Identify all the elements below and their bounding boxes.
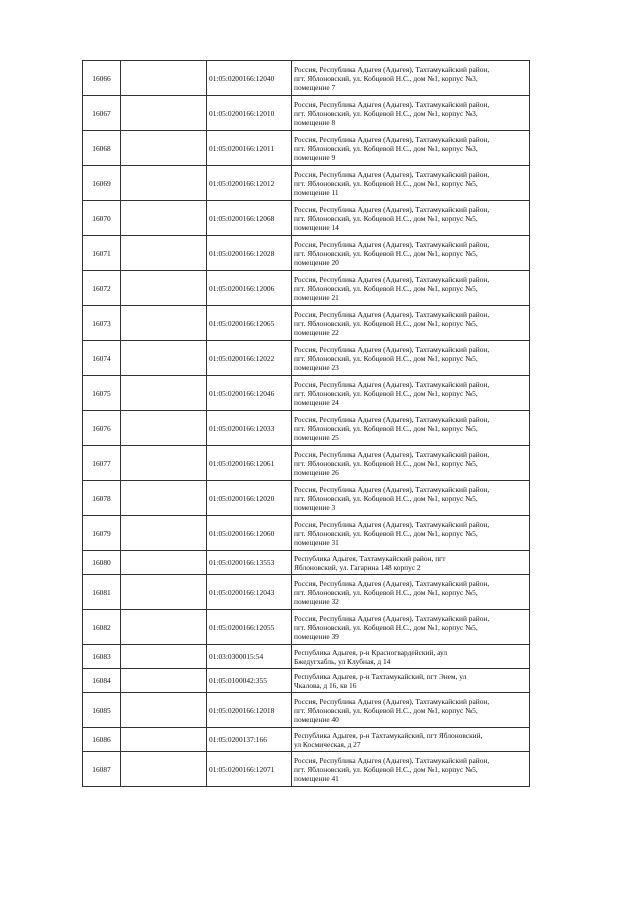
table-row: [83, 610, 530, 645]
empty-cell: [121, 306, 207, 341]
address-cell: [292, 376, 530, 411]
table-row: [83, 551, 530, 575]
row-number-cell: 16086: [83, 728, 121, 752]
empty-cell: [121, 516, 207, 551]
address-cell: [292, 446, 530, 481]
row-number-cell: 16081: [83, 575, 121, 610]
row-number-cell: 16069: [83, 166, 121, 201]
table-row: [83, 236, 530, 271]
address-cell: [292, 516, 530, 551]
address-line: Россия, Республика Адыгея (Адыгея), Тахтамукайский район,: [294, 309, 490, 319]
address-line: помещение 31: [294, 537, 339, 547]
address-line: помещение 39: [294, 631, 339, 641]
address-line: Бжедугхабль, ул Клубная, д 14: [294, 656, 391, 666]
row-number-cell: 16073: [83, 306, 121, 341]
empty-cell: [121, 411, 207, 446]
table-row: [83, 752, 530, 787]
address-line: Россия, Республика Адыгея (Адыгея), Тахтамукайский район,: [294, 134, 490, 144]
address-cell: [292, 61, 530, 96]
cadastral-number-cell: 01:05:0200166:12012: [207, 166, 292, 201]
table-row: [83, 575, 530, 610]
address-line: Россия, Республика Адыгея (Адыгея), Тахтамукайский район,: [294, 578, 490, 588]
address-line: помещение 22: [294, 327, 339, 337]
address-cell: [292, 236, 530, 271]
address-line: помещение 3: [294, 502, 336, 512]
address-cell: [292, 610, 530, 645]
table-row: [83, 516, 530, 551]
address-cell: [292, 201, 530, 236]
row-number-cell: 16072: [83, 271, 121, 306]
row-number-cell: 16077: [83, 446, 121, 481]
cadastral-number-cell: 01:05:0200166:12006: [207, 271, 292, 306]
address-line: пгт. Яблоновский, ул. Кобцевой Н.С., дом №1, корпус №3,: [294, 143, 478, 153]
row-number-cell: 16070: [83, 201, 121, 236]
row-number-cell: 16074: [83, 341, 121, 376]
address-line: помещение 21: [294, 292, 339, 302]
cadastral-number-cell: 01:05:0200166:12011: [207, 131, 292, 166]
address-line: помещение 23: [294, 362, 339, 372]
address-cell: [292, 166, 530, 201]
address-line: Республика Адыгея, р-н Тахтамукайский, пгт Яблоновский,: [294, 730, 483, 740]
address-line: пгт. Яблоновский, ул. Кобцевой Н.С., дом №1, корпус №5,: [294, 283, 478, 293]
address-line: Россия, Республика Адыгея (Адыгея), Тахтамукайский район,: [294, 99, 490, 109]
address-cell: [292, 669, 530, 693]
cadastral-number-cell: 01:05:0200166:12043: [207, 575, 292, 610]
address-line: пгт. Яблоновский, ул. Кобцевой Н.С., дом №1, корпус №5,: [294, 353, 478, 363]
table-row: [83, 481, 530, 516]
address-cell: [292, 271, 530, 306]
address-line: Республика Адыгея, Тахтамукайский район, пгт: [294, 553, 446, 563]
registry-table-body: [83, 61, 530, 787]
row-number-cell: 16079: [83, 516, 121, 551]
cadastral-number-cell: 01:05:0200166:12071: [207, 752, 292, 787]
address-line: Россия, Республика Адыгея (Адыгея), Тахтамукайский район,: [294, 204, 490, 214]
address-line: помещение 41: [294, 773, 339, 783]
address-line: Россия, Республика Адыгея (Адыгея), Тахтамукайский район,: [294, 414, 490, 424]
table-row: [83, 411, 530, 446]
empty-cell: [121, 341, 207, 376]
address-line: пгт. Яблоновский, ул. Кобцевой Н.С., дом №1, корпус №5,: [294, 493, 478, 503]
table-row: [83, 645, 530, 669]
address-line: помещение 25: [294, 432, 339, 442]
empty-cell: [121, 551, 207, 575]
address-cell: [292, 131, 530, 166]
cadastral-number-cell: 01:05:0200166:12046: [207, 376, 292, 411]
empty-cell: [121, 446, 207, 481]
table-row: [83, 306, 530, 341]
address-line: Россия, Республика Адыгея (Адыгея), Тахтамукайский район,: [294, 696, 490, 706]
empty-cell: [121, 96, 207, 131]
address-line: Россия, Республика Адыгея (Адыгея), Тахтамукайский район,: [294, 379, 490, 389]
address-line: Республика Адыгея, р-н Красногвардейский, аул: [294, 647, 448, 657]
cadastral-number-cell: 01:05:0200166:12028: [207, 236, 292, 271]
address-line: помещение 20: [294, 257, 339, 267]
cadastral-number-cell: 01:05:0200166:12020: [207, 481, 292, 516]
empty-cell: [121, 61, 207, 96]
address-cell: [292, 645, 530, 669]
address-line: Республика Адыгея, р-н Тахтамукайский, пгт Энем, ул: [294, 671, 467, 681]
row-number-cell: 16084: [83, 669, 121, 693]
table-row: [83, 669, 530, 693]
address-line: Россия, Республика Адыгея (Адыгея), Тахтамукайский район,: [294, 274, 490, 284]
address-line: пгт. Яблоновский, ул. Кобцевой Н.С., дом №1, корпус №5,: [294, 458, 478, 468]
cadastral-number-cell: 01:05:0200166:12068: [207, 201, 292, 236]
address-line: Россия, Республика Адыгея (Адыгея), Тахтамукайский район,: [294, 755, 490, 765]
table-row: [83, 271, 530, 306]
address-line: Россия, Республика Адыгея (Адыгея), Тахтамукайский район,: [294, 613, 490, 623]
address-cell: [292, 411, 530, 446]
address-line: Россия, Республика Адыгея (Адыгея), Тахтамукайский район,: [294, 449, 490, 459]
address-line: Россия, Республика Адыгея (Адыгея), Тахтамукайский район,: [294, 484, 490, 494]
table-row: [83, 446, 530, 481]
empty-cell: [121, 201, 207, 236]
table-row: [83, 376, 530, 411]
address-line: помещение 11: [294, 187, 339, 197]
address-line: Россия, Республика Адыгея (Адыгея), Тахтамукайский район,: [294, 169, 490, 179]
address-cell: [292, 341, 530, 376]
row-number-cell: 16075: [83, 376, 121, 411]
address-cell: [292, 306, 530, 341]
row-number-cell: 16067: [83, 96, 121, 131]
empty-cell: [121, 669, 207, 693]
row-number-cell: 16085: [83, 693, 121, 728]
address-line: Россия, Республика Адыгея (Адыгея), Тахтамукайский район,: [294, 239, 490, 249]
address-line: помещение 9: [294, 152, 336, 162]
row-number-cell: 16068: [83, 131, 121, 166]
registry-table: [82, 60, 530, 787]
address-cell: [292, 481, 530, 516]
address-line: пгт. Яблоновский, ул. Кобцевой Н.С., дом №1, корпус №5,: [294, 587, 478, 597]
address-cell: [292, 551, 530, 575]
address-cell: [292, 728, 530, 752]
empty-cell: [121, 376, 207, 411]
cadastral-number-cell: 01:05:0200166:12022: [207, 341, 292, 376]
row-number-cell: 16066: [83, 61, 121, 96]
address-cell: [292, 752, 530, 787]
row-number-cell: 16083: [83, 645, 121, 669]
address-line: Россия, Республика Адыгея (Адыгея), Тахтамукайский район,: [294, 519, 490, 529]
empty-cell: [121, 131, 207, 166]
cadastral-number-cell: 01:05:0200166:12061: [207, 446, 292, 481]
row-number-cell: 16076: [83, 411, 121, 446]
empty-cell: [121, 575, 207, 610]
address-line: пгт. Яблоновский, ул. Кобцевой Н.С., дом №1, корпус №5,: [294, 213, 478, 223]
empty-cell: [121, 728, 207, 752]
address-cell: [292, 693, 530, 728]
table-row: [83, 341, 530, 376]
address-line: помещение 8: [294, 117, 336, 127]
cadastral-number-cell: 01:05:0200166:12033: [207, 411, 292, 446]
empty-cell: [121, 166, 207, 201]
cadastral-number-cell: 01:05:0200166:12010: [207, 96, 292, 131]
table-row: [83, 61, 530, 96]
address-line: помещение 7: [294, 82, 336, 92]
table-row: [83, 131, 530, 166]
address-line: пгт. Яблоновский, ул. Кобцевой Н.С., дом №1, корпус №5,: [294, 705, 478, 715]
address-line: пгт. Яблоновский, ул. Кобцевой Н.С., дом №1, корпус №5,: [294, 318, 478, 328]
address-line: помещение 14: [294, 222, 339, 232]
cadastral-number-cell: 01:05:0100042:355: [207, 669, 292, 693]
row-number-cell: 16080: [83, 551, 121, 575]
address-cell: [292, 575, 530, 610]
address-line: пгт. Яблоновский, ул. Кобцевой Н.С., дом №1, корпус №5,: [294, 622, 478, 632]
address-line: ул Космическая, д 27: [294, 739, 361, 749]
cadastral-number-cell: 01:05:0200166:12055: [207, 610, 292, 645]
address-cell: [292, 96, 530, 131]
address-line: пгт. Яблоновский, ул. Кобцевой Н.С., дом №1, корпус №5,: [294, 248, 478, 258]
address-line: Россия, Республика Адыгея (Адыгея), Тахтамукайский район,: [294, 344, 490, 354]
address-line: пгт. Яблоновский, ул. Кобцевой Н.С., дом №1, корпус №3,: [294, 108, 478, 118]
empty-cell: [121, 645, 207, 669]
cadastral-number-cell: 01:05:0200166:12040: [207, 61, 292, 96]
empty-cell: [121, 481, 207, 516]
address-line: помещение 26: [294, 467, 339, 477]
row-number-cell: 16071: [83, 236, 121, 271]
address-line: Чкалова, д 16, кв 16: [294, 680, 357, 690]
table-row: [83, 728, 530, 752]
address-line: пгт. Яблоновский, ул. Кобцевой Н.С., дом №1, корпус №5,: [294, 178, 478, 188]
cadastral-number-cell: 01:05:0200166:13553: [207, 551, 292, 575]
row-number-cell: 16078: [83, 481, 121, 516]
address-line: пгт. Яблоновский, ул. Кобцевой Н.С., дом №1, корпус №5,: [294, 764, 478, 774]
cadastral-number-cell: 01:05:0200166:12018: [207, 693, 292, 728]
empty-cell: [121, 271, 207, 306]
cadastral-number-cell: 01:05:0200166:12065: [207, 306, 292, 341]
address-line: помещение 32: [294, 596, 339, 606]
address-line: пгт. Яблоновский, ул. Кобцевой Н.С., дом №1, корпус №5,: [294, 388, 478, 398]
address-line: Яблоновский, ул. Гагарина 148 корпус 2: [294, 562, 421, 572]
cadastral-number-cell: 01:05:0200137:166: [207, 728, 292, 752]
empty-cell: [121, 610, 207, 645]
table-row: [83, 693, 530, 728]
table-row: [83, 166, 530, 201]
empty-cell: [121, 752, 207, 787]
cadastral-number-cell: 01:03:0300015:54: [207, 645, 292, 669]
row-number-cell: 16087: [83, 752, 121, 787]
address-line: пгт. Яблоновский, ул. Кобцевой Н.С., дом №1, корпус №3,: [294, 73, 478, 83]
row-number-cell: 16082: [83, 610, 121, 645]
address-line: Россия, Республика Адыгея (Адыгея), Тахтамукайский район,: [294, 64, 490, 74]
address-line: пгт. Яблоновский, ул. Кобцевой Н.С., дом №1, корпус №5,: [294, 423, 478, 433]
address-line: пгт. Яблоновский, ул. Кобцевой Н.С., дом №1, корпус №5,: [294, 528, 478, 538]
table-row: [83, 96, 530, 131]
address-line: помещение 40: [294, 714, 339, 724]
cadastral-number-cell: 01:05:0200166:12060: [207, 516, 292, 551]
table-row: [83, 201, 530, 236]
empty-cell: [121, 693, 207, 728]
address-line: помещение 24: [294, 397, 339, 407]
empty-cell: [121, 236, 207, 271]
